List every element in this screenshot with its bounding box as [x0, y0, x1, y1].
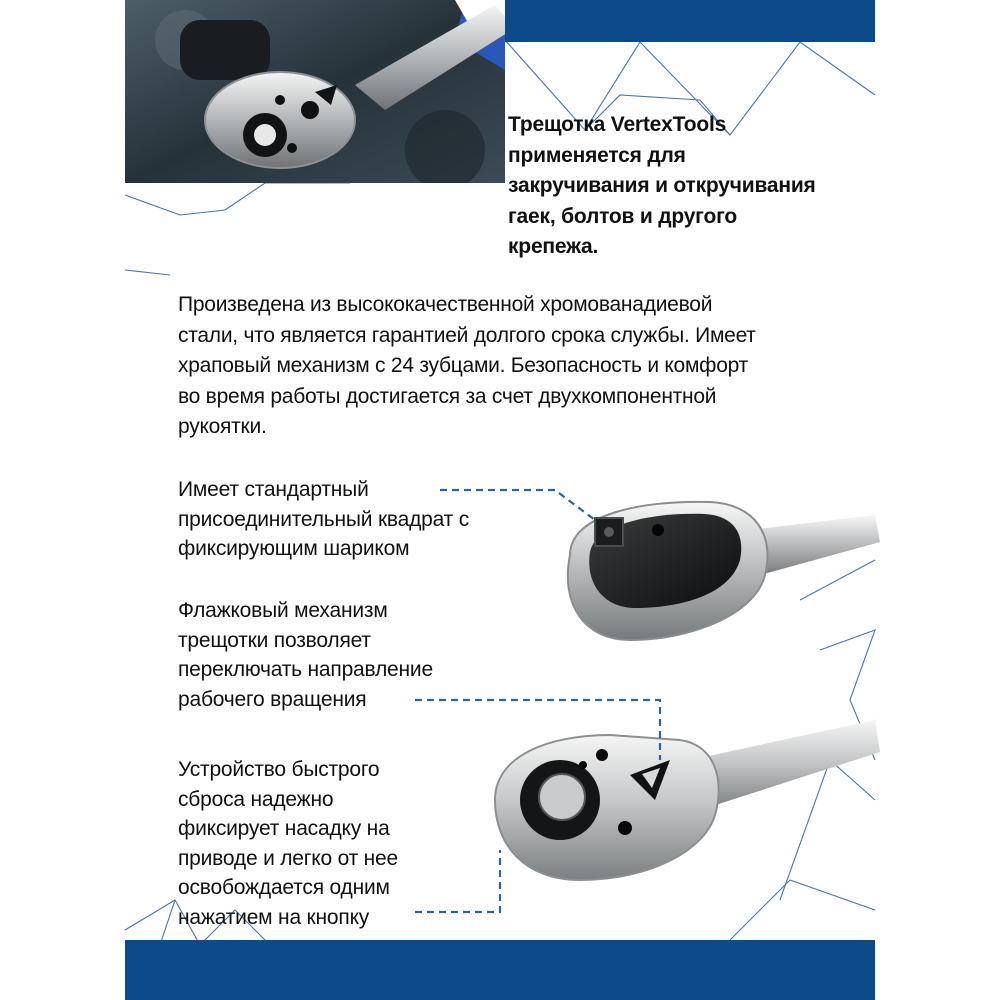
- description-line: во время работы достигается за счет двухкомпонентной: [178, 384, 717, 408]
- feature-line: фиксирует насадку на: [178, 817, 390, 840]
- feature-line: сброса надежно: [178, 787, 334, 811]
- description-line: стали, что является гарантией долгого срока службы. Имеет: [178, 323, 756, 347]
- headline-line: Трещотка VertexTools: [508, 113, 727, 136]
- feature-line: Имеет стандартный: [178, 478, 369, 501]
- feature-line: присоединительный квадрат с: [178, 507, 470, 531]
- leader-line-flag-mechanism: [415, 700, 660, 760]
- leader-line-square-drive: [440, 490, 595, 520]
- headline-line: крепежа.: [508, 235, 599, 258]
- feature-line: приводе и легко от нее: [178, 846, 399, 870]
- feature-line: рабочего вращения: [178, 687, 367, 711]
- description-line: рукоятки.: [178, 415, 267, 438]
- headline-line: гаек, болтов и другого: [508, 204, 737, 228]
- feature-line: освобождается одним: [178, 876, 390, 899]
- headline-line: закручивания и откручивания: [508, 174, 816, 197]
- feature-line: фиксирующим шариком: [178, 537, 410, 560]
- leader-line-quick-release: [415, 850, 500, 912]
- description-line: храповый механизм с 24 зубцами. Безопасность и комфорт: [178, 354, 748, 377]
- feature-line: трещотки позволяет: [178, 628, 371, 652]
- feature-line: нажатием на кнопку: [178, 905, 370, 929]
- feature-line: переключать направление: [178, 658, 433, 681]
- feature-line: Устройство быстрого: [178, 758, 380, 781]
- feature-line: Флажковый механизм: [178, 599, 388, 622]
- description-line: Произведена из высококачественной хромованадиевой: [178, 293, 713, 316]
- headline-line: применяется для: [508, 143, 686, 167]
